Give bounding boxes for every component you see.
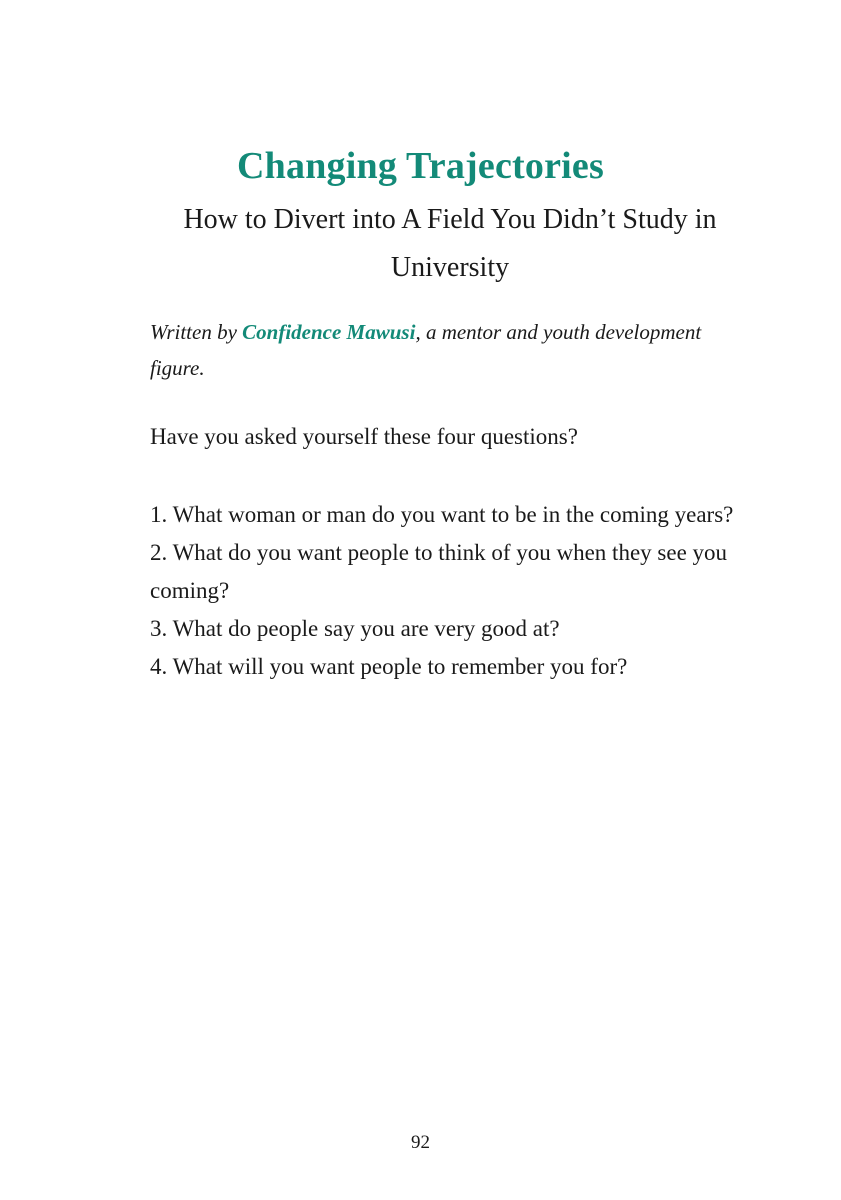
question-item: 3. What do people say you are very good at? xyxy=(150,616,560,641)
question-item: 1. What woman or man do you want to be in the coming years? xyxy=(150,502,734,527)
page-number: 92 xyxy=(411,1132,430,1153)
byline-prefix: Written by xyxy=(150,320,243,344)
question-item: 2. What do you want people to think of you when they see you coming? xyxy=(150,540,728,603)
chapter-subtitle: How to Divert into A Field You Didn’t Study in University xyxy=(183,204,717,283)
intro-paragraph: Have you asked yourself these four questions? xyxy=(150,424,578,449)
question-item: 4. What will you want people to remember you for? xyxy=(150,654,628,679)
questions-list xyxy=(150,496,740,686)
byline-suffix: , a mentor and youth development figure. xyxy=(150,320,702,380)
author-name: Confidence Mawusi xyxy=(242,320,416,344)
chapter-title: Changing Trajectories xyxy=(237,145,604,187)
author-byline xyxy=(150,314,710,386)
